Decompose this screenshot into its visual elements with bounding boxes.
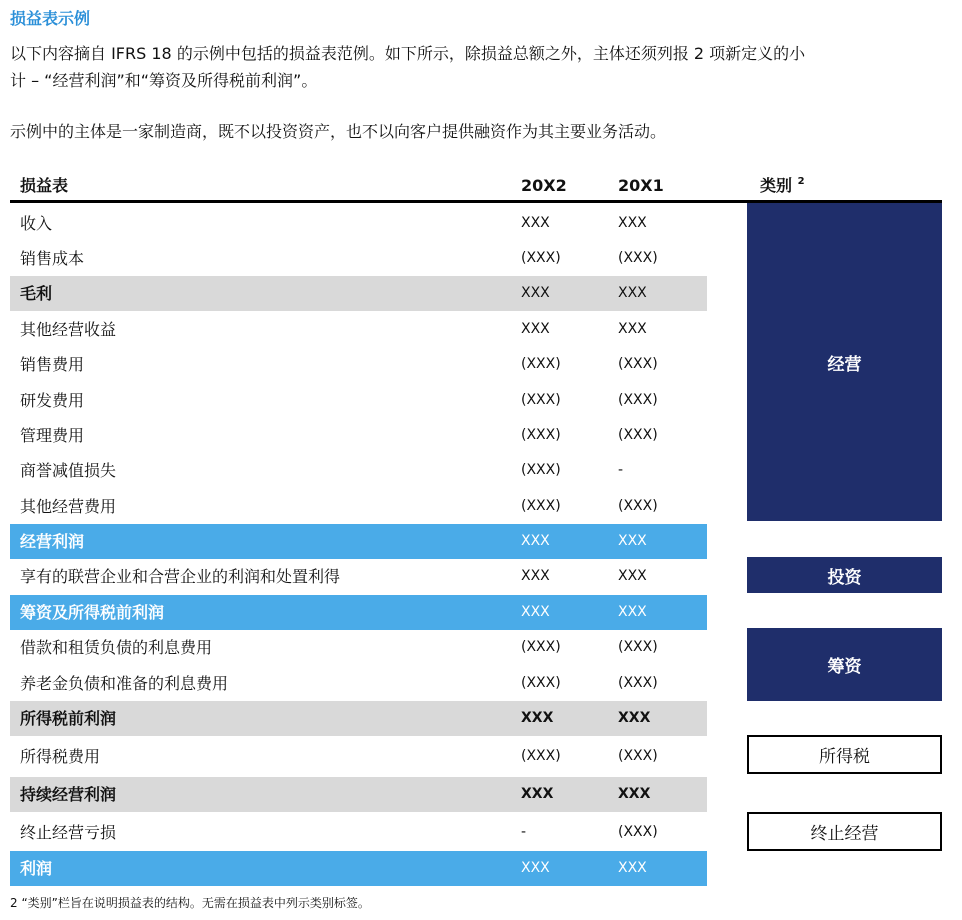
category-investing: 投资 [747, 557, 942, 593]
value-20x2: - [521, 824, 527, 840]
value-20x2: XXX [521, 860, 550, 876]
value-20x1: (XXX) [618, 250, 658, 266]
row-label: 所得税前利润 [20, 709, 117, 728]
value-20x2: XXX [521, 215, 550, 231]
value-20x1: (XXX) [618, 639, 658, 655]
table-row [10, 666, 707, 701]
table-header-label: 损益表 [20, 176, 69, 195]
category-header-text: 类别 [760, 176, 793, 195]
row-label: 商誉减值损失 [20, 461, 117, 480]
table-row [10, 489, 707, 524]
table-row [10, 777, 707, 812]
table-row [10, 524, 707, 559]
value-20x2: XXX [521, 568, 550, 584]
value-20x2: XXX [521, 285, 550, 301]
value-20x2: XXX [521, 321, 550, 337]
value-20x1: (XXX) [618, 824, 658, 840]
value-20x1: XXX [618, 321, 647, 337]
category-operating: 经营 [747, 203, 942, 521]
value-20x2: (XXX) [521, 356, 561, 372]
table-row [10, 347, 707, 382]
value-20x2: (XXX) [521, 250, 561, 266]
row-label: 销售成本 [20, 249, 85, 268]
table-row [10, 276, 707, 311]
value-20x2: (XXX) [521, 392, 561, 408]
value-20x2: (XXX) [521, 639, 561, 655]
footnote-marker: 2 [797, 176, 805, 187]
value-20x1: XXX [618, 710, 651, 726]
value-20x1: XXX [618, 285, 647, 301]
value-20x2: XXX [521, 604, 550, 620]
value-20x2: XXX [521, 710, 554, 726]
table-row [10, 206, 707, 241]
value-20x1: (XXX) [618, 392, 658, 408]
table-row [10, 418, 707, 453]
table-header-category [760, 172, 805, 200]
row-label: 管理费用 [20, 426, 85, 445]
value-20x1: (XXX) [618, 427, 658, 443]
row-label: 持续经营利润 [20, 785, 117, 804]
table-row [10, 739, 707, 774]
row-label: 销售费用 [20, 355, 85, 374]
row-label: 毛利 [20, 284, 53, 303]
value-20x2: XXX [521, 533, 550, 549]
row-label: 终止经营亏损 [20, 823, 117, 842]
category-discontinued: 终止经营 [747, 812, 942, 851]
row-label: 筹资及所得税前利润 [20, 603, 165, 622]
row-label: 研发费用 [20, 391, 85, 410]
value-20x1: - [618, 462, 624, 478]
intro-paragraph [10, 40, 955, 94]
value-20x2: (XXX) [521, 462, 561, 478]
value-20x2: XXX [521, 786, 554, 802]
table-header-20x1: 20X1 [618, 176, 664, 195]
category-financing: 筹资 [747, 628, 942, 701]
table-row [10, 815, 707, 850]
table-row [10, 453, 707, 488]
table-row [10, 383, 707, 418]
table-row [10, 630, 707, 665]
value-20x1: XXX [618, 604, 647, 620]
row-label: 所得税费用 [20, 747, 101, 766]
row-label: 养老金负债和准备的利息费用 [20, 674, 229, 693]
row-label: 其他经营收益 [20, 320, 117, 339]
value-20x1: XXX [618, 215, 647, 231]
value-20x2: (XXX) [521, 675, 561, 691]
value-20x1: (XXX) [618, 748, 658, 764]
value-20x1: XXX [618, 533, 647, 549]
row-label: 收入 [20, 214, 53, 233]
table-row [10, 701, 707, 736]
footnote: 2 “类别”栏旨在说明损益表的结构。无需在损益表中列示类别标签。 [10, 896, 370, 910]
row-label: 借款和租赁负债的利息费用 [20, 638, 213, 657]
table-row [10, 241, 707, 276]
value-20x2: (XXX) [521, 498, 561, 514]
row-label: 享有的联营企业和合营企业的利润和处置利得 [20, 567, 341, 586]
intro-line-1: 以下内容摘自 IFRS 18 的示例中包括的损益表范例。如下所示，除损益总额之外，主体还须列报 2 项新定义的小 [10, 44, 806, 63]
row-label: 经营利润 [20, 532, 85, 551]
table-row [10, 312, 707, 347]
value-20x1: XXX [618, 860, 647, 876]
row-label: 其他经营费用 [20, 497, 117, 516]
table-header-20x2: 20X2 [521, 176, 567, 195]
intro-line-2: 计 – “经营利润”和“筹资及所得税前利润”。 [10, 71, 318, 90]
table-row [10, 559, 707, 594]
row-label: 利润 [20, 859, 53, 878]
category-income-tax: 所得税 [747, 735, 942, 774]
section-heading: 损益表示例 [10, 9, 91, 28]
value-20x2: (XXX) [521, 427, 561, 443]
table-row [10, 851, 707, 886]
intro-paragraph-2: 示例中的主体是一家制造商，既不以投资资产，也不以向客户提供融资作为其主要业务活动。 [10, 122, 667, 141]
value-20x1: XXX [618, 786, 651, 802]
table-row [10, 595, 707, 630]
value-20x1: (XXX) [618, 356, 658, 372]
value-20x2: (XXX) [521, 748, 561, 764]
value-20x1: (XXX) [618, 498, 658, 514]
value-20x1: (XXX) [618, 675, 658, 691]
value-20x1: XXX [618, 568, 647, 584]
